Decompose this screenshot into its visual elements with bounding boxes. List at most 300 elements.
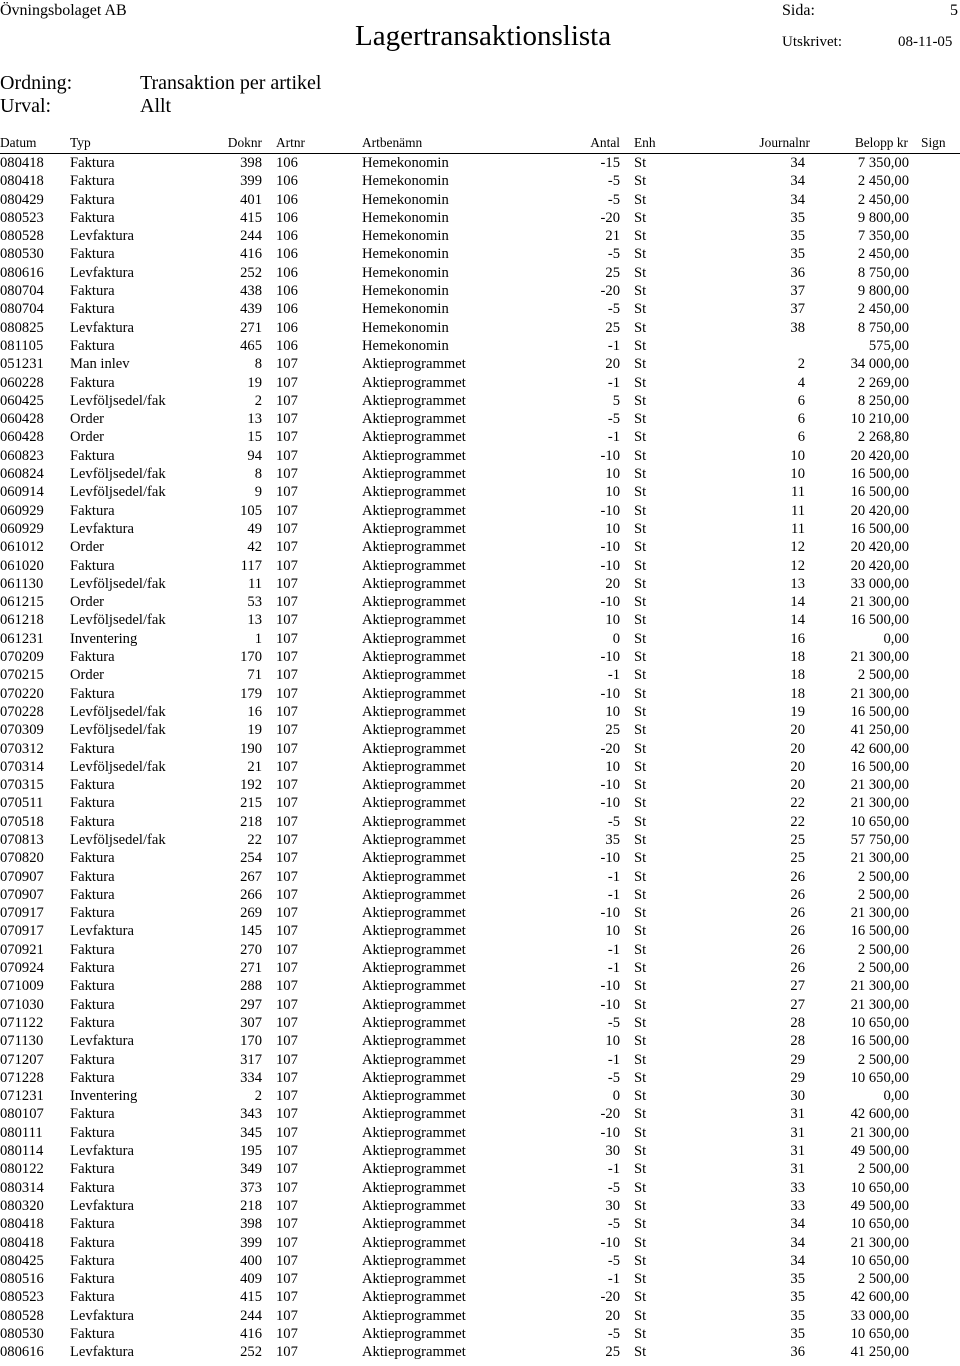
cell-doknr: 415 [240, 209, 262, 226]
cell-enh: St [634, 246, 647, 263]
cell-typ: Faktura [70, 209, 115, 226]
cell-typ: Levföljsedel/fak [70, 575, 166, 592]
cell-datum: 060824 [0, 466, 44, 483]
cell-datum: 080429 [0, 191, 44, 208]
cell-belopp: 16 500,00 [850, 466, 909, 483]
cell-enh: St [634, 649, 647, 666]
cell-artnr: 107 [276, 594, 298, 611]
cell-journalnr: 25 [790, 831, 805, 848]
table-row [0, 428, 960, 446]
column-header-doknr: Doknr [227, 135, 262, 150]
cell-antal: -1 [607, 960, 620, 977]
cell-antal: -15 [600, 155, 620, 171]
cell-doknr: 16 [247, 703, 262, 720]
cell-belopp: 2 500,00 [857, 941, 909, 958]
cell-journalnr: 18 [790, 685, 805, 702]
cell-datum: 070907 [0, 868, 44, 885]
cell-doknr: 190 [240, 740, 262, 757]
cell-belopp: 2 450,00 [857, 173, 909, 190]
cell-doknr: 170 [240, 1033, 262, 1050]
cell-enh: St [634, 356, 647, 373]
cell-artbenamn: Aktieprogrammet [362, 1051, 466, 1068]
cell-enh: St [634, 1143, 647, 1160]
cell-doknr: 244 [240, 228, 262, 245]
cell-datum: 080320 [0, 1197, 44, 1214]
cell-artbenamn: Aktieprogrammet [362, 960, 466, 977]
cell-typ: Levföljsedel/fak [70, 612, 166, 629]
cell-antal: -10 [600, 1124, 620, 1141]
cell-antal: 10 [605, 520, 620, 537]
cell-artnr: 107 [276, 466, 298, 483]
cell-artbenamn: Aktieprogrammet [362, 1161, 466, 1178]
cell-doknr: 179 [240, 685, 262, 702]
cell-artnr: 107 [276, 1124, 298, 1141]
cell-typ: Faktura [70, 246, 115, 263]
cell-belopp: 7 350,00 [857, 155, 909, 171]
cell-enh: St [634, 1197, 647, 1214]
cell-antal: -10 [600, 978, 620, 995]
cell-doknr: 398 [240, 1216, 262, 1233]
cell-enh: St [634, 630, 647, 647]
cell-datum: 070921 [0, 941, 44, 958]
cell-journalnr: 11 [790, 520, 805, 537]
cell-antal: -20 [600, 1289, 620, 1306]
cell-typ: Faktura [70, 1161, 115, 1178]
cell-artnr: 107 [276, 886, 298, 903]
table-row [0, 227, 960, 245]
cell-doknr: 465 [240, 337, 262, 354]
cell-artbenamn: Aktieprogrammet [362, 667, 466, 684]
cell-typ: Levfaktura [70, 1307, 135, 1324]
cell-artbenamn: Aktieprogrammet [362, 1271, 466, 1288]
cell-datum: 070924 [0, 960, 44, 977]
cell-doknr: 218 [240, 1197, 262, 1214]
cell-typ: Faktura [70, 1179, 115, 1196]
table-row [0, 1197, 960, 1215]
cell-typ: Faktura [70, 1252, 115, 1269]
cell-artbenamn: Aktieprogrammet [362, 447, 466, 464]
cell-doknr: 170 [240, 649, 262, 666]
cell-artbenamn: Hemekonomin [362, 228, 449, 245]
cell-journalnr: 26 [790, 923, 805, 940]
cell-typ: Levfaktura [70, 1033, 135, 1050]
cell-enh: St [634, 685, 647, 702]
table-row [0, 374, 960, 392]
cell-doknr: 345 [240, 1124, 262, 1141]
cell-artbenamn: Aktieprogrammet [362, 466, 466, 483]
cell-antal: 20 [605, 1307, 620, 1324]
cell-datum: 070511 [0, 795, 44, 812]
cell-doknr: 22 [247, 831, 262, 848]
cell-datum: 080523 [0, 1289, 44, 1306]
cell-journalnr: 29 [790, 1051, 805, 1068]
cell-enh: St [634, 447, 647, 464]
cell-datum: 071207 [0, 1051, 44, 1068]
cell-datum: 061020 [0, 557, 44, 574]
cell-antal: -5 [607, 1014, 620, 1031]
cell-belopp: 9 800,00 [857, 283, 909, 300]
cell-belopp: 10 650,00 [850, 1252, 909, 1269]
cell-artbenamn: Aktieprogrammet [362, 1197, 466, 1214]
cell-artbenamn: Aktieprogrammet [362, 612, 466, 629]
cell-typ: Faktura [70, 740, 115, 757]
cell-belopp: 21 300,00 [850, 795, 909, 812]
table-row [0, 1160, 960, 1178]
cell-datum: 080111 [0, 1124, 43, 1141]
cell-journalnr: 36 [790, 264, 805, 281]
cell-artnr: 107 [276, 520, 298, 537]
cell-enh: St [634, 923, 647, 940]
cell-artbenamn: Aktieprogrammet [362, 722, 466, 739]
cell-enh: St [634, 1014, 647, 1031]
cell-enh: St [634, 264, 647, 281]
cell-typ: Faktura [70, 173, 115, 190]
cell-journalnr: 14 [790, 612, 805, 629]
cell-datum: 070309 [0, 722, 44, 739]
cell-journalnr: 35 [790, 1289, 805, 1306]
cell-artbenamn: Hemekonomin [362, 337, 449, 354]
cell-belopp: 2 500,00 [857, 1271, 909, 1288]
table-row [0, 1087, 960, 1105]
cell-artbenamn: Hemekonomin [362, 264, 449, 281]
cell-typ: Man inlev [70, 356, 130, 373]
cell-antal: 20 [605, 356, 620, 373]
cell-artbenamn: Aktieprogrammet [362, 1326, 466, 1342]
cell-antal: 10 [605, 484, 620, 501]
cell-enh: St [634, 886, 647, 903]
cell-journalnr: 27 [790, 996, 805, 1013]
cell-doknr: 398 [240, 155, 262, 171]
cell-artbenamn: Aktieprogrammet [362, 484, 466, 501]
cell-datum: 080418 [0, 1216, 44, 1233]
column-header-artbenamn: Artbenämn [362, 135, 423, 150]
cell-journalnr: 10 [790, 447, 805, 464]
cell-typ: Order [70, 429, 105, 446]
cell-enh: St [634, 228, 647, 245]
cell-datum: 080107 [0, 1106, 44, 1123]
cell-enh: St [634, 868, 647, 885]
cell-enh: St [634, 740, 647, 757]
cell-belopp: 41 250,00 [850, 1344, 909, 1361]
cell-journalnr: 11 [790, 502, 805, 519]
cell-typ: Faktura [70, 1014, 115, 1031]
cell-belopp: 0,00 [883, 630, 909, 647]
cell-belopp: 21 300,00 [850, 996, 909, 1013]
cell-doknr: 270 [240, 941, 262, 958]
cell-belopp: 33 000,00 [850, 1307, 909, 1324]
cell-artnr: 107 [276, 667, 298, 684]
cell-antal: -5 [607, 1069, 620, 1086]
table-row [0, 868, 960, 886]
cell-doknr: 439 [240, 301, 262, 318]
cell-artbenamn: Hemekonomin [362, 283, 449, 300]
cell-datum: 070209 [0, 649, 44, 666]
cell-journalnr: 35 [790, 209, 805, 226]
cell-typ: Faktura [70, 960, 115, 977]
cell-enh: St [634, 484, 647, 501]
cell-artnr: 107 [276, 447, 298, 464]
cell-antal: -10 [600, 996, 620, 1013]
cell-typ: Faktura [70, 1124, 115, 1141]
cell-doknr: 53 [247, 594, 262, 611]
cell-belopp: 21 300,00 [850, 978, 909, 995]
cell-datum: 071228 [0, 1069, 44, 1086]
cell-antal: 10 [605, 1033, 620, 1050]
cell-enh: St [634, 466, 647, 483]
cell-belopp: 575,00 [868, 337, 909, 354]
cell-datum: 061215 [0, 594, 44, 611]
cell-artnr: 106 [276, 264, 298, 281]
cell-belopp: 2 500,00 [857, 1161, 909, 1178]
cell-typ: Faktura [70, 337, 115, 354]
cell-artbenamn: Aktieprogrammet [362, 1106, 466, 1123]
cell-journalnr: 12 [790, 539, 805, 556]
cell-artbenamn: Aktieprogrammet [362, 795, 466, 812]
cell-typ: Levföljsedel/fak [70, 392, 166, 409]
cell-artbenamn: Aktieprogrammet [362, 630, 466, 647]
cell-typ: Faktura [70, 777, 115, 794]
cell-journalnr: 20 [790, 758, 805, 775]
table-row [0, 904, 960, 922]
cell-doknr: 195 [240, 1143, 262, 1160]
cell-journalnr: 18 [790, 649, 805, 666]
cell-belopp: 21 300,00 [850, 850, 909, 867]
cell-datum: 080114 [0, 1143, 44, 1160]
cell-belopp: 21 300,00 [850, 1124, 909, 1141]
cell-artnr: 107 [276, 1069, 298, 1086]
cell-enh: St [634, 173, 647, 190]
cell-datum: 080418 [0, 155, 44, 171]
cell-enh: St [634, 667, 647, 684]
cell-doknr: 19 [247, 722, 262, 739]
cell-doknr: 94 [247, 447, 262, 464]
table-row [0, 245, 960, 263]
table-row [0, 300, 960, 318]
cell-artnr: 107 [276, 941, 298, 958]
cell-doknr: 271 [240, 960, 262, 977]
cell-enh: St [634, 831, 647, 848]
cell-antal: -20 [600, 209, 620, 226]
cell-artnr: 107 [276, 1014, 298, 1031]
cell-belopp: 49 500,00 [850, 1143, 909, 1160]
cell-belopp: 10 650,00 [850, 1014, 909, 1031]
cell-typ: Faktura [70, 301, 115, 318]
table-row [0, 1124, 960, 1142]
cell-journalnr: 4 [797, 374, 805, 391]
cell-datum: 080825 [0, 319, 44, 336]
cell-enh: St [634, 1271, 647, 1288]
cell-artnr: 107 [276, 1143, 298, 1160]
cell-doknr: 267 [240, 868, 262, 885]
cell-artnr: 107 [276, 758, 298, 775]
cell-enh: St [634, 520, 647, 537]
cell-doknr: 334 [240, 1069, 262, 1086]
cell-typ: Faktura [70, 1234, 115, 1251]
cell-artbenamn: Aktieprogrammet [362, 411, 466, 428]
cell-typ: Faktura [70, 374, 115, 391]
cell-doknr: 349 [240, 1161, 262, 1178]
cell-artbenamn: Hemekonomin [362, 301, 449, 318]
cell-typ: Inventering [70, 1088, 138, 1105]
cell-journalnr: 31 [790, 1124, 805, 1141]
cell-doknr: 11 [247, 575, 262, 592]
cell-belopp: 8 750,00 [857, 264, 909, 281]
cell-journalnr: 10 [790, 466, 805, 483]
cell-datum: 070315 [0, 777, 44, 794]
cell-datum: 080528 [0, 1307, 44, 1324]
cell-antal: 10 [605, 923, 620, 940]
cell-artbenamn: Aktieprogrammet [362, 1088, 466, 1105]
table-row [0, 337, 960, 355]
cell-artbenamn: Aktieprogrammet [362, 575, 466, 592]
cell-antal: -1 [607, 1161, 620, 1178]
cell-enh: St [634, 1179, 647, 1196]
selection-label: Urval: [0, 95, 52, 117]
table-row [0, 666, 960, 684]
cell-antal: -20 [600, 740, 620, 757]
cell-enh: St [634, 612, 647, 629]
table-row [0, 392, 960, 410]
cell-belopp: 2 500,00 [857, 868, 909, 885]
cell-artbenamn: Aktieprogrammet [362, 1069, 466, 1086]
table-row [0, 630, 960, 648]
table-row [0, 483, 960, 501]
cell-enh: St [634, 283, 647, 300]
cell-artnr: 107 [276, 411, 298, 428]
cell-typ: Levföljsedel/fak [70, 831, 166, 848]
cell-antal: -5 [607, 1216, 620, 1233]
cell-datum: 060425 [0, 392, 44, 409]
cell-doknr: 399 [240, 1234, 262, 1251]
cell-journalnr: 33 [790, 1197, 805, 1214]
cell-typ: Levföljsedel/fak [70, 758, 166, 775]
cell-antal: 25 [605, 1344, 620, 1361]
cell-artnr: 107 [276, 1051, 298, 1068]
table-row [0, 1069, 960, 1087]
column-header-belopp: Belopp kr [854, 135, 908, 150]
cell-enh: St [634, 996, 647, 1013]
cell-typ: Order [70, 667, 105, 684]
cell-belopp: 42 600,00 [850, 1289, 909, 1306]
table-row [0, 996, 960, 1014]
cell-typ: Faktura [70, 191, 115, 208]
cell-doknr: 399 [240, 173, 262, 190]
cell-typ: Levfaktura [70, 319, 135, 336]
cell-enh: St [634, 1161, 647, 1178]
cell-journalnr: 34 [790, 191, 805, 208]
cell-enh: St [634, 594, 647, 611]
cell-doknr: 19 [247, 374, 262, 391]
cell-artbenamn: Aktieprogrammet [362, 703, 466, 720]
cell-doknr: 9 [254, 484, 262, 501]
cell-artnr: 107 [276, 1161, 298, 1178]
cell-enh: St [634, 777, 647, 794]
cell-artbenamn: Aktieprogrammet [362, 923, 466, 940]
cell-antal: -5 [607, 246, 620, 263]
table-row [0, 1288, 960, 1306]
cell-enh: St [634, 1088, 647, 1105]
cell-artbenamn: Hemekonomin [362, 246, 449, 263]
cell-belopp: 2 500,00 [857, 886, 909, 903]
table-row [0, 977, 960, 995]
table-row [0, 831, 960, 849]
cell-datum: 071231 [0, 1088, 44, 1105]
cell-artbenamn: Aktieprogrammet [362, 1033, 466, 1050]
cell-artnr: 106 [276, 191, 298, 208]
cell-datum: 080616 [0, 1344, 44, 1361]
cell-doknr: 288 [240, 978, 262, 995]
page-number: 5 [950, 2, 958, 19]
cell-datum: 060428 [0, 411, 44, 428]
cell-enh: St [634, 905, 647, 922]
cell-enh: St [634, 978, 647, 995]
cell-artbenamn: Aktieprogrammet [362, 1289, 466, 1306]
cell-artbenamn: Aktieprogrammet [362, 429, 466, 446]
cell-artbenamn: Aktieprogrammet [362, 557, 466, 574]
cell-artnr: 107 [276, 649, 298, 666]
cell-belopp: 10 650,00 [850, 1179, 909, 1196]
cell-artnr: 107 [276, 1289, 298, 1306]
cell-doknr: 218 [240, 813, 262, 830]
cell-artnr: 106 [276, 283, 298, 300]
cell-journalnr: 19 [790, 703, 805, 720]
cell-antal: 0 [612, 1088, 620, 1105]
cell-doknr: 1 [254, 630, 262, 647]
cell-artnr: 107 [276, 1216, 298, 1233]
column-header-artnr: Artnr [276, 135, 306, 150]
cell-antal: -5 [607, 1252, 620, 1269]
table-row [0, 959, 960, 977]
cell-artbenamn: Aktieprogrammet [362, 649, 466, 666]
cell-journalnr: 20 [790, 722, 805, 739]
cell-datum: 060823 [0, 447, 44, 464]
cell-journalnr: 28 [790, 1033, 805, 1050]
cell-journalnr: 6 [797, 429, 805, 446]
cell-artbenamn: Hemekonomin [362, 173, 449, 190]
cell-datum: 060929 [0, 520, 44, 537]
cell-antal: 0 [612, 630, 620, 647]
cell-belopp: 16 500,00 [850, 703, 909, 720]
cell-antal: -1 [607, 868, 620, 885]
cell-antal: -5 [607, 301, 620, 318]
cell-doknr: 373 [240, 1179, 262, 1196]
cell-belopp: 21 300,00 [850, 649, 909, 666]
table-row [0, 191, 960, 209]
cell-antal: -5 [607, 813, 620, 830]
cell-typ: Faktura [70, 795, 115, 812]
cell-artnr: 107 [276, 777, 298, 794]
table-row [0, 648, 960, 666]
cell-artnr: 107 [276, 392, 298, 409]
table-body [0, 154, 960, 1362]
cell-artbenamn: Aktieprogrammet [362, 886, 466, 903]
cell-journalnr: 35 [790, 1271, 805, 1288]
cell-enh: St [634, 1326, 647, 1342]
table-row [0, 703, 960, 721]
cell-journalnr: 14 [790, 594, 805, 611]
cell-datum: 061130 [0, 575, 44, 592]
cell-belopp: 16 500,00 [850, 923, 909, 940]
cell-belopp: 49 500,00 [850, 1197, 909, 1214]
cell-belopp: 21 300,00 [850, 905, 909, 922]
cell-datum: 071130 [0, 1033, 44, 1050]
cell-journalnr: 26 [790, 868, 805, 885]
cell-enh: St [634, 758, 647, 775]
cell-belopp: 16 500,00 [850, 758, 909, 775]
cell-datum: 060929 [0, 502, 44, 519]
cell-journalnr: 13 [790, 575, 805, 592]
cell-datum: 080516 [0, 1271, 44, 1288]
